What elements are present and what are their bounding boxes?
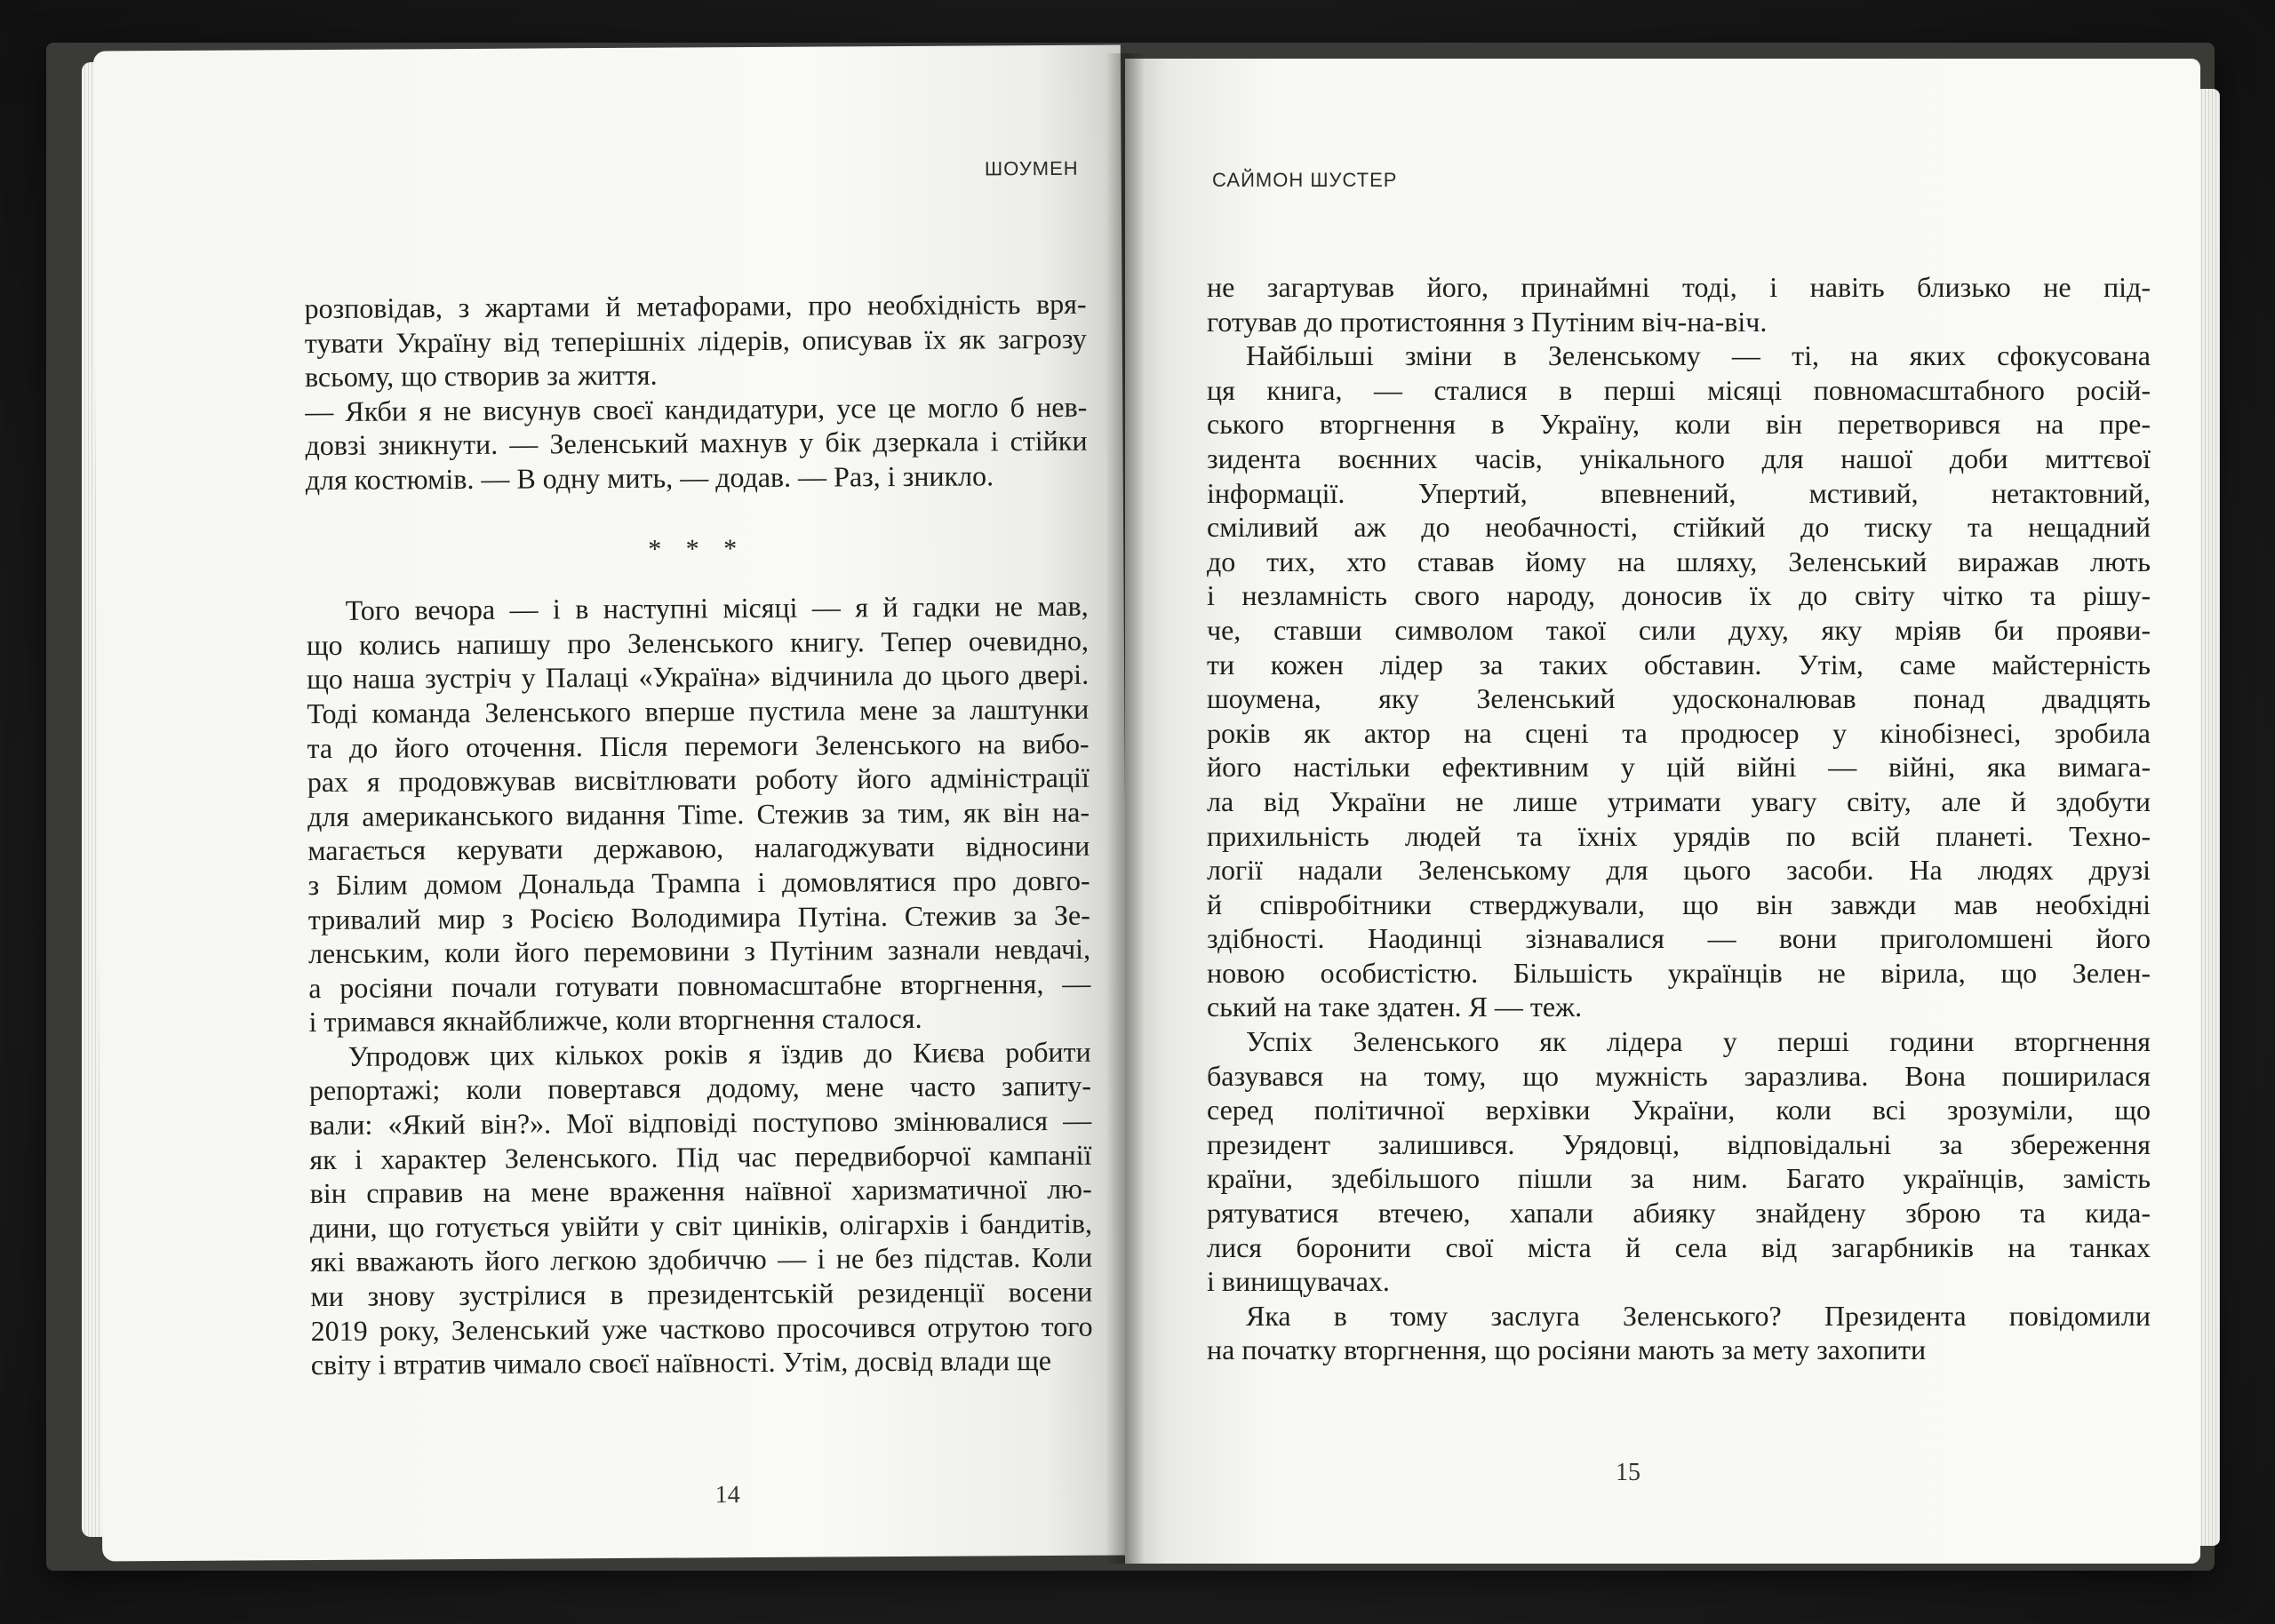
text-line: світу і втратив чимало своєї наївності. Утім, досвід влади ще	[310, 1344, 1052, 1381]
text-line: ський на таке здатен. Я — теж.	[1207, 991, 1583, 1023]
text-line: розповідав, з жартами й метафорами, про необхідність вря-	[304, 287, 1087, 325]
text-line: він справив на мене враження наївної харизматичної лю-	[309, 1172, 1092, 1210]
text-line: ського вторгнення в Україну, коли він перетворився на пре-	[1207, 408, 2151, 441]
text-line: Упродовж цих кількох років я їздив до Києва робити	[347, 1035, 1091, 1072]
text-line: рятуватися втечею, хапали абияку знайдену зброю та кида-	[1207, 1197, 2151, 1230]
page-number-right: 15	[1616, 1459, 1640, 1486]
text-line: президент залишився. Урядовці, відповідальні за збереження	[1207, 1127, 2151, 1160]
text-line: Того вечора — і в наступні місяці — я й гадки не мав,	[345, 589, 1089, 626]
text-line: зидента воєнних часів, унікального для нашої доби миттєвої	[1207, 442, 2151, 474]
text-line: ти кожен лідер за таких обставин. Утім, саме майстерність	[1207, 648, 2151, 681]
text-line: що наша зустріч у Палаці «Україна» відчинила до цього двері.	[307, 658, 1090, 696]
text-line: інформації. Упертий, впевнений, мстивий, нетактовний,	[1207, 476, 2151, 509]
left-paragraphs-before-break	[304, 287, 1087, 498]
text-line: його настільки ефективним у цій війні — війні, яка вимага-	[1207, 751, 2151, 784]
text-line: тривалий мир з Росією Володимира Путіна. Стежив за Зе-	[307, 898, 1090, 935]
text-line: прихильність людей та їхніх урядів по всій планеті. Техно-	[1207, 819, 2151, 852]
running-head-left: ШОУМЕН	[984, 156, 1079, 180]
text-line: лися боронити свої міста й села від загарбників на танках	[1207, 1230, 2151, 1263]
text-line: з Білим домом Дональда Трампа і домовлятися про довго-	[307, 864, 1090, 901]
text-line: рах я продовжував висвітлювати роботу його адміністрації	[307, 760, 1090, 799]
text-line: шоумена, яку Зеленський удосконалював понад двадцять	[1207, 682, 2151, 715]
text-line: на початку вторгнення, що росіяни мають за мету захопити	[1207, 1333, 1927, 1366]
text-line: які вважають його легкою здобиччю — і не без підстав. Коли	[310, 1241, 1093, 1278]
text-line: й співробітники стверджували, що він завжди мав необхідні	[1207, 888, 2151, 920]
text-line: логії надали Зеленському для цього засоби. На людях друзі	[1207, 854, 2151, 887]
text-line: ми знову зустрілися в президентській резиденції восени	[310, 1275, 1093, 1313]
text-line: серед політичної верхівки України, коли всі зрозуміли, що	[1207, 1094, 2151, 1126]
text-line: і винищувачах.	[1207, 1265, 1390, 1298]
text-line: дини, що готується увійти у світ циніків, олігархів і бандитів,	[309, 1206, 1093, 1244]
text-line: для американського видання Time. Стежив за тим, як він на-	[307, 795, 1090, 832]
text-line: країни, здебільшого пішли за ним. Багато українців, замість	[1207, 1162, 2151, 1195]
text-line: сміливий аж до необачності, стійкий до тиску та нещадний	[1207, 511, 2151, 544]
text-line: ленським, коли його перемовини з Путіним зазнали невдачі,	[307, 932, 1091, 970]
text-line: ла від України не лише утримати увагу світу, але й здобути	[1207, 784, 2151, 817]
text-line: Успіх Зеленського як лідера у перші години вторгнення	[1246, 1025, 2151, 1058]
text-line: Яка в тому заслуга Зеленського? Президента повідомили	[1246, 1299, 2151, 1332]
text-line: че, ставши символом такої сили духу, яку мріяв би прояви-	[1207, 613, 2151, 646]
left-page	[93, 44, 1130, 1561]
right-page	[1125, 59, 2200, 1564]
text-line: Тоді команда Зеленського вперше пустила мене за лаштунки	[307, 692, 1090, 730]
text-line: довзі зникнути. — Зеленський махнув у бік дзеркала і стійки	[305, 425, 1088, 462]
text-line: і незламність свого народу, доносив їх до світу чітко та рішу-	[1207, 579, 2151, 612]
left-paragraphs-after-break	[307, 589, 1093, 1382]
text-line: років як актор на сцені та продюсер у кінобізнесі, зробила	[1207, 716, 2151, 749]
text-line: магається керувати державою, налагоджувати відносини	[307, 830, 1090, 867]
text-line: — Якби я не висунув своєї кандидатури, усе це могло б нев-	[305, 390, 1088, 427]
text-line: Найбільші зміни в Зеленському — ті, на яких сфокусована	[1246, 339, 2151, 372]
text-line: не загартував його, принаймні тоді, і навіть близько не під-	[1207, 271, 2151, 303]
text-line: новою особистістю. Більшість українців не вірила, що Зелен-	[1207, 956, 2151, 989]
text-line: тувати Україну від теперішніх лідерів, описував їх як загрозу	[304, 322, 1087, 359]
right-page-text	[1207, 270, 2151, 1367]
text-line: здібності. Наодинці зізнавалися — вони приголомшені його	[1207, 922, 2151, 955]
text-line: ця книга, — сталися в перші місяці повномасштабного росій-	[1207, 373, 2151, 406]
text-line: та до його оточення. Після перемоги Зеленського на вибо-	[307, 727, 1090, 764]
left-page-text	[304, 287, 1092, 1382]
text-line: базувався на тому, що мужність заразлива. Вона поширилася	[1207, 1059, 2151, 1092]
section-break: * * *	[648, 533, 746, 564]
text-line: вали: «Який він?». Мої відповіді поступово змінювалися —	[309, 1103, 1092, 1142]
page-number-left: 14	[714, 1481, 740, 1509]
text-line: і тримався якнайближче, коли вторгнення сталося.	[308, 1002, 922, 1039]
text-line: репортажі; коли повертався додому, мене часто запиту-	[308, 1070, 1092, 1107]
text-line: 2019 року, Зеленський уже частково просочився отрутою того	[310, 1310, 1093, 1347]
running-head-right: САЙМОН ШУСТЕР	[1212, 169, 1398, 191]
text-line: готував до протистояння з Путіним віч-на-віч.	[1207, 305, 1768, 338]
text-line: що колись напишу про Зеленського книгу. Тепер очевидно,	[306, 624, 1089, 661]
text-line: до тих, хто ставав йому на шляху, Зеленський виражав лють	[1207, 545, 2151, 577]
text-line: всьому, що створив за життя.	[304, 358, 658, 394]
text-line: а росіяни почали готувати повномасштабне вторгнення, —	[308, 967, 1091, 1004]
text-line: для костюмів. — В одну мить, — додав. — Раз, і зникло.	[305, 459, 994, 497]
text-line: як і характер Зеленського. Під час передвиборчої кампанії	[309, 1138, 1092, 1175]
